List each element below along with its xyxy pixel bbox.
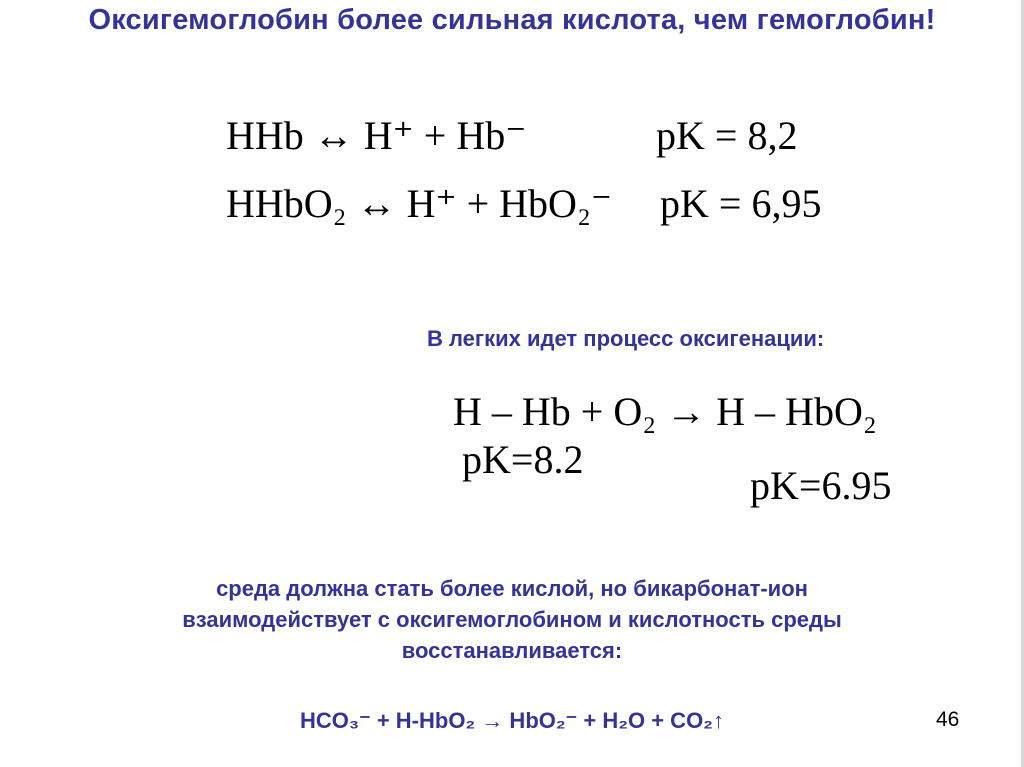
- explanation-line: среда должна стать более кислой, но бикарбонат-ион: [216, 576, 808, 601]
- bicarbonate-reaction: HCO₃⁻ + H-HbO₂ → HbO₂⁻ + H₂O + CO₂↑: [300, 708, 724, 733]
- explanation-line: восстанавливается:: [401, 638, 623, 663]
- equation-text: HHbO₂ ↔ H⁺ + HbO₂⁻: [226, 181, 612, 226]
- page-number: 46: [936, 708, 960, 731]
- explanation-paragraph: [0, 573, 1024, 666]
- pk-hhb-lungs: pK=8.2: [462, 437, 584, 482]
- pk-hhbo2-lungs: pK=6.95: [750, 463, 892, 508]
- slide-title: Оксигемоглобин более сильная кислота, чем гемоглобин!: [88, 4, 936, 36]
- pk-hhb: pK = 8,2: [656, 113, 798, 158]
- equation-hhbo2-dissociation: [226, 180, 612, 227]
- equation-oxygenation: H – Hb + O₂ → H – HbO₂: [453, 389, 877, 434]
- equation-text: HHb ↔ H⁺ + Hb⁻: [226, 113, 527, 158]
- explanation-line: взаимодействует с оксигемоглобином и кислотность среды: [182, 607, 842, 632]
- pk-hhbo2: pK = 6,95: [660, 181, 822, 226]
- equation-hhb-dissociation: [226, 112, 526, 159]
- lungs-heading: В легких идет процесс оксигенации:: [427, 326, 825, 351]
